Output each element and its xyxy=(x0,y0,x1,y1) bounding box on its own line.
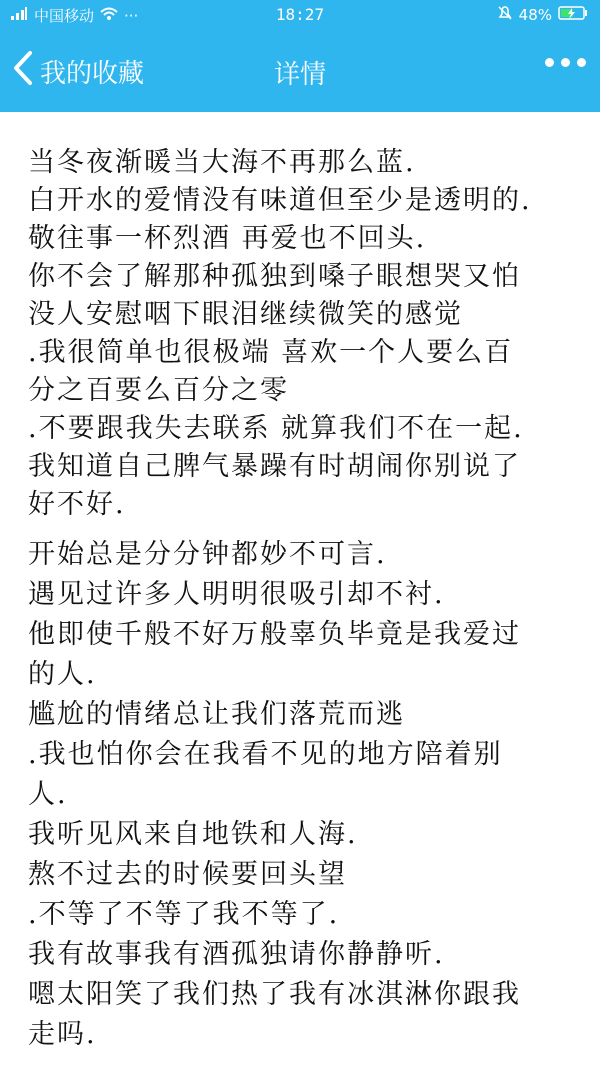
text-line: 他即使千般不好万般辜负毕竟是我爱过 xyxy=(28,619,521,650)
text-line: 你不会了解那种孤独到嗓子眼想哭又怕 xyxy=(28,261,521,292)
status-right xyxy=(497,5,588,25)
mute-icon xyxy=(497,5,513,25)
text-line: 敬往事一杯烈酒 再爱也不回头. xyxy=(28,223,427,254)
carrier-name: 中国移动 xyxy=(34,7,95,25)
battery-percent: 48% xyxy=(518,6,552,24)
text-line: .不要跟我失去联系 就算我们不在一起. xyxy=(28,413,524,444)
text-line: 我知道自己脾气暴躁有时胡闹你别说了 xyxy=(28,451,521,482)
more-dot-icon xyxy=(561,58,570,67)
text-line: 白开水的爱情没有味道但至少是透明的. xyxy=(28,185,532,216)
text-line: 我听见风来自地铁和人海. xyxy=(28,819,358,850)
page-title: 详情 xyxy=(273,60,326,90)
text-line: 人. xyxy=(28,779,68,810)
text-line: 遇见过许多人明明很吸引却不衬. xyxy=(28,579,445,610)
status-bar xyxy=(0,0,600,32)
more-options-button[interactable] xyxy=(545,58,586,67)
battery-icon xyxy=(558,5,588,25)
status-time: 18:27 xyxy=(275,5,325,24)
text-line: 好不好. xyxy=(28,489,126,520)
text-line: .不等了不等了我不等了. xyxy=(28,899,340,930)
more-dot-icon xyxy=(577,58,586,67)
more-icon: ··· xyxy=(124,6,139,25)
text-line: 分之百要么百分之零 xyxy=(28,375,289,406)
app-header xyxy=(0,0,600,112)
text-line: 熬不过去的时候要回头望 xyxy=(28,859,347,890)
text-line: 开始总是分分钟都妙不可言. xyxy=(28,539,387,570)
text-line: 的人. xyxy=(28,659,97,690)
favorite-detail-content[interactable] xyxy=(0,112,600,1067)
text-line: 当冬夜渐暖当大海不再那么蓝. xyxy=(28,147,416,178)
text-line: .我也怕你会在我看不见的地方陪着别 xyxy=(28,739,503,770)
back-label: 我的收藏 xyxy=(40,59,145,89)
more-dot-icon xyxy=(545,58,554,67)
text-line: .我很简单也很极端 喜欢一个人要么百 xyxy=(28,337,514,368)
text-line: 尴尬的情绪总让我们落荒而逃 xyxy=(28,699,405,730)
text-line: 没人安慰咽下眼泪继续微笑的感觉 xyxy=(28,299,463,330)
text-line: 走吗. xyxy=(28,1019,97,1050)
text-line: 我有故事我有酒孤独请你静静听. xyxy=(28,939,445,970)
nav-bar xyxy=(0,40,600,108)
text-line: 嗯太阳笑了我们热了我有冰淇淋你跟我 xyxy=(28,979,521,1010)
